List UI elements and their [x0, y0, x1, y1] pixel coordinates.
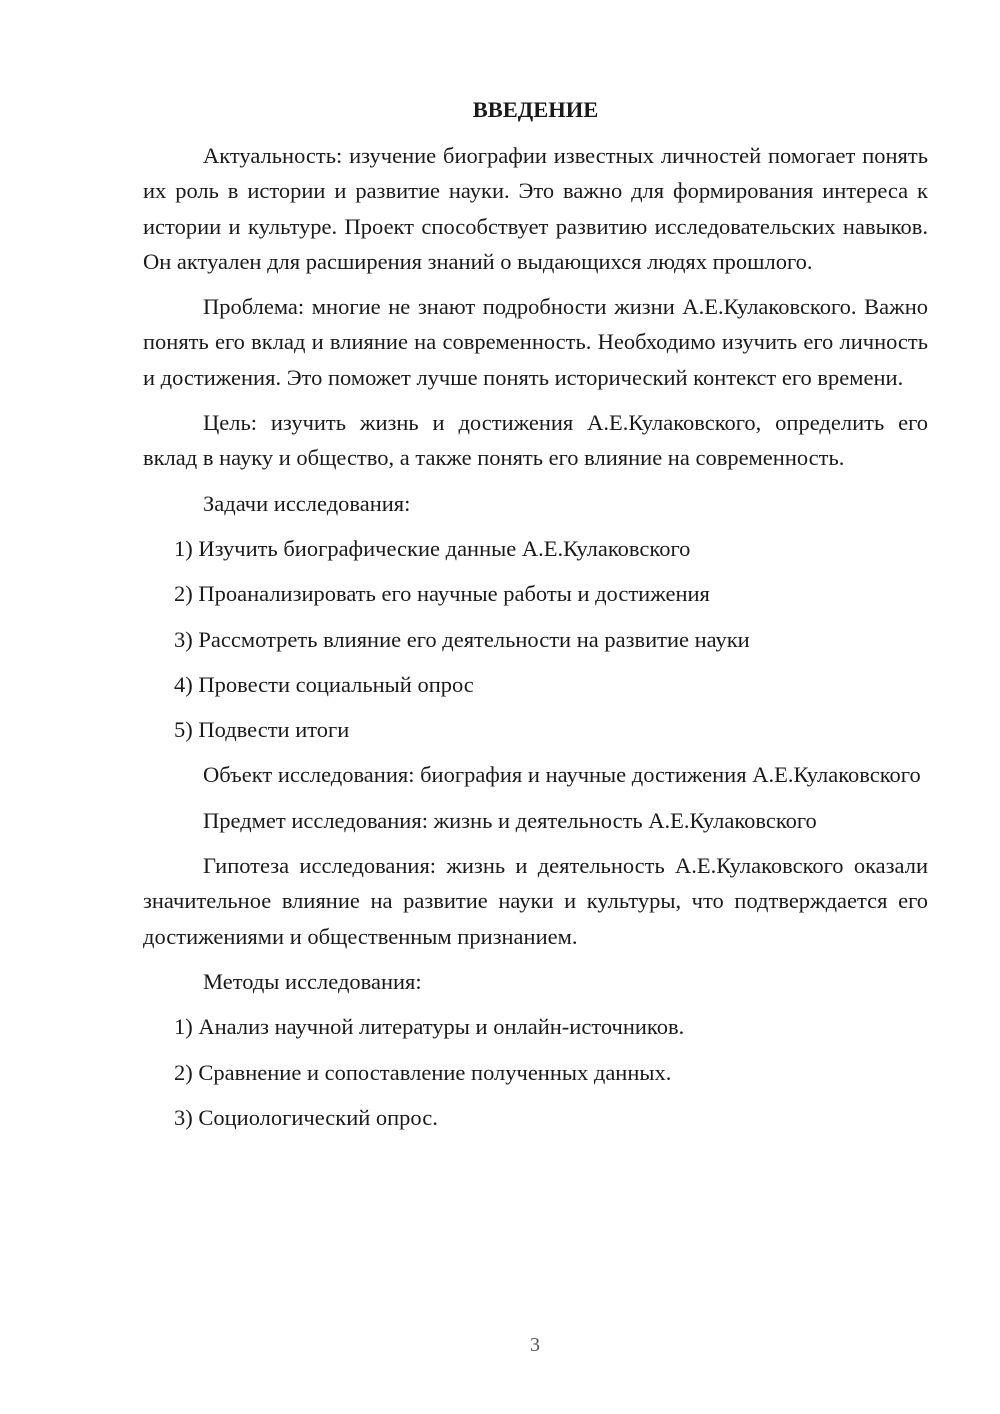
hypothesis-paragraph: Гипотеза исследования: жизнь и деятельность А.Е.Кулаковского оказали значительное влияние на развитие науки и культуры, что подтверждается его достижениями и общественным признанием.: [143, 853, 928, 949]
list-item: 3) Рассмотреть влияние его деятельности на развитие науки: [174, 626, 750, 652]
methods-heading: Методы исследования:: [203, 968, 422, 994]
list-item: 4) Провести социальный опрос: [174, 671, 474, 697]
subject-paragraph: Предмет исследования: жизнь и деятельность А.Е.Кулаковского: [203, 807, 817, 833]
section-title: ВВЕДЕНИЕ: [472, 97, 599, 122]
page-number: 3: [530, 1334, 540, 1356]
problem-paragraph: Проблема: многие не знают подробности жизни А.Е.Кулаковского. Важно понять его вклад и влияние на современность. Необходимо изучить его личность и достижения. Это поможет лучше понять исторический контекст его времени.: [143, 294, 928, 390]
relevance-paragraph: Актуальность: изучение биографии известных личностей помогает понять их роль в истории и развитие науки. Это важно для формирования интереса к истории и культуре. Проект способствует развитию исследовательских навыков. Он актуален для расширения знаний о выдающихся людях прошлого.: [143, 143, 928, 274]
list-item: 3) Социологический опрос.: [174, 1104, 438, 1130]
tasks-heading: Задачи исследования:: [203, 490, 411, 516]
methods-list: [143, 1009, 928, 1135]
list-item: 2) Сравнение и сопоставление полученных данных.: [174, 1059, 672, 1085]
object-paragraph: Объект исследования: биография и научные достижения А.Е.Кулаковского: [203, 762, 921, 788]
list-item: 2) Проанализировать его научные работы и достижения: [174, 581, 710, 607]
list-item: 5) Подвести итоги: [174, 717, 350, 743]
tasks-list: [143, 531, 928, 747]
list-item: 1) Анализ научной литературы и онлайн-источников.: [174, 1014, 685, 1040]
list-item: 1) Изучить биографические данные А.Е.Кулаковского: [174, 535, 691, 561]
document-page: [143, 92, 928, 1145]
goal-paragraph: Цель: изучить жизнь и достижения А.Е.Кулаковского, определить его вклад в науку и общество, а также понять его влияние на современность.: [143, 410, 928, 471]
